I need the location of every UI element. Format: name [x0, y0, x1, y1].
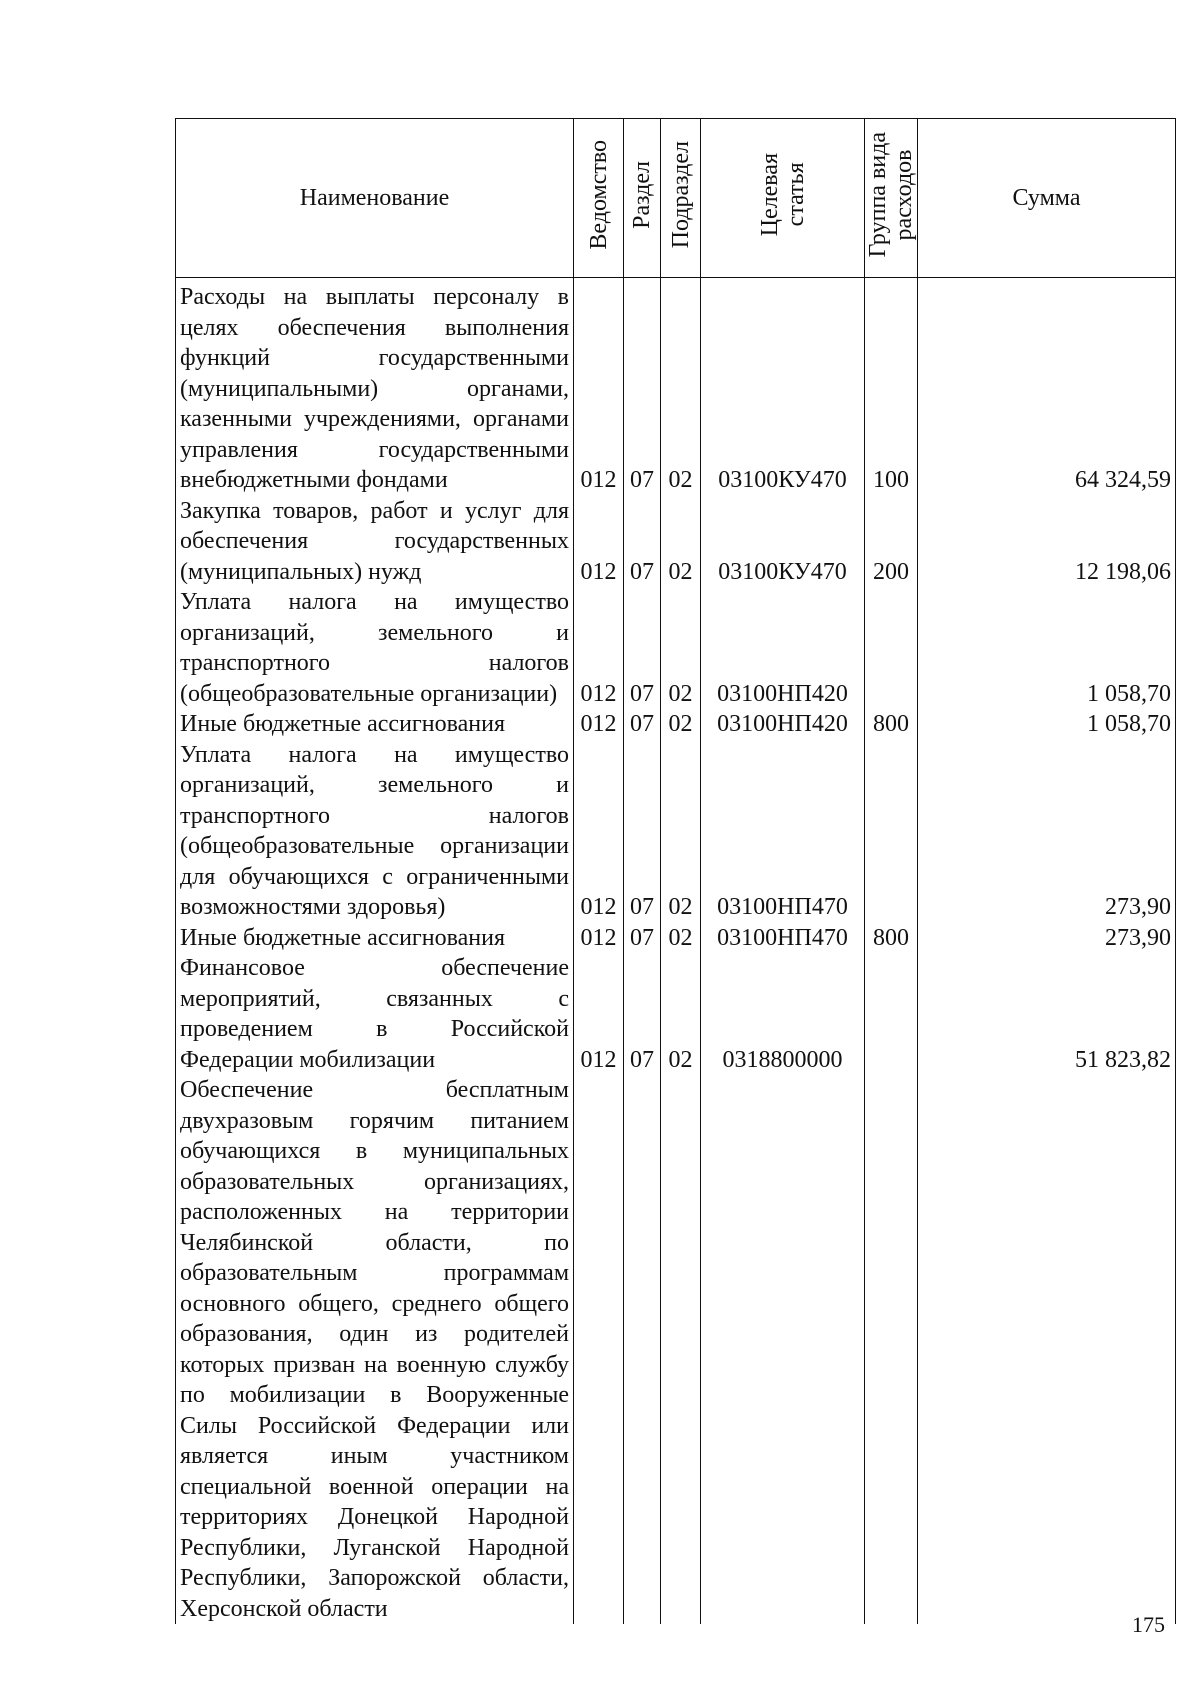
header-section: Раздел — [624, 119, 661, 278]
table-row: Закупка товаров, работ и услуг для обеспечения государственных (муниципальных) нужд 012 07 02 03100КУ470 200 12 198,06 — [176, 496, 1176, 588]
header-name: Наименование — [176, 119, 574, 278]
table-row: Иные бюджетные ассигнования 012 07 02 03100НП470 800 273,90 — [176, 923, 1176, 954]
table-row: Финансовое обеспечение мероприятий, связанных с проведением в Российской Федерации мобилизации 012 07 02 0318800000 51 823,82 — [176, 953, 1176, 1075]
header-dept: Ведомство — [574, 119, 624, 278]
page-number: 175 — [1132, 1612, 1165, 1637]
header-subsection: Подраздел — [661, 119, 701, 278]
table-row: Расходы на выплаты персоналу в целях обеспечения выполнения функций государственными (муниципальными) органами, казенными учреждениями, органами управления государственными внебюджетными фондами 012 07 02 03100КУ470 100 64 324,59 — [176, 278, 1176, 496]
header-target: Целевая статья — [701, 119, 865, 278]
table-row: Уплата налога на имущество организаций, земельного и транспортного налогов (общеобразовательные организации для обучающихся с ограниченными возможностями здоровья) 012 07 02 03100НП470 273,90 — [176, 740, 1176, 923]
budget-table — [175, 118, 1176, 1624]
table-row: Уплата налога на имущество организаций, земельного и транспортного налогов (общеобразовательные организации) 012 07 02 03100НП420 1 058,70 — [176, 587, 1176, 709]
table-row: Иные бюджетные ассигнования 012 07 02 03100НП420 800 1 058,70 — [176, 709, 1176, 740]
table-row: Обеспечение бесплатным двухразовым горячим питанием обучающихся в муниципальных образовательных организациях, расположенных на территории Челябинской области, по образовательным программам основного общего, среднего общего образования, один из родителей которых призван на военную службу по мобилизации в Вооруженные Силы Российской Федерации или является иным участником специальной военной операции на территориях Донецкой Народной Республики, Луганской Народной Республики, Запорожской области, Херсонской области — [176, 1075, 1176, 1624]
header-row — [176, 119, 1176, 278]
header-sum: Сумма — [918, 119, 1176, 278]
header-group: Группа вида расходов — [865, 119, 918, 278]
